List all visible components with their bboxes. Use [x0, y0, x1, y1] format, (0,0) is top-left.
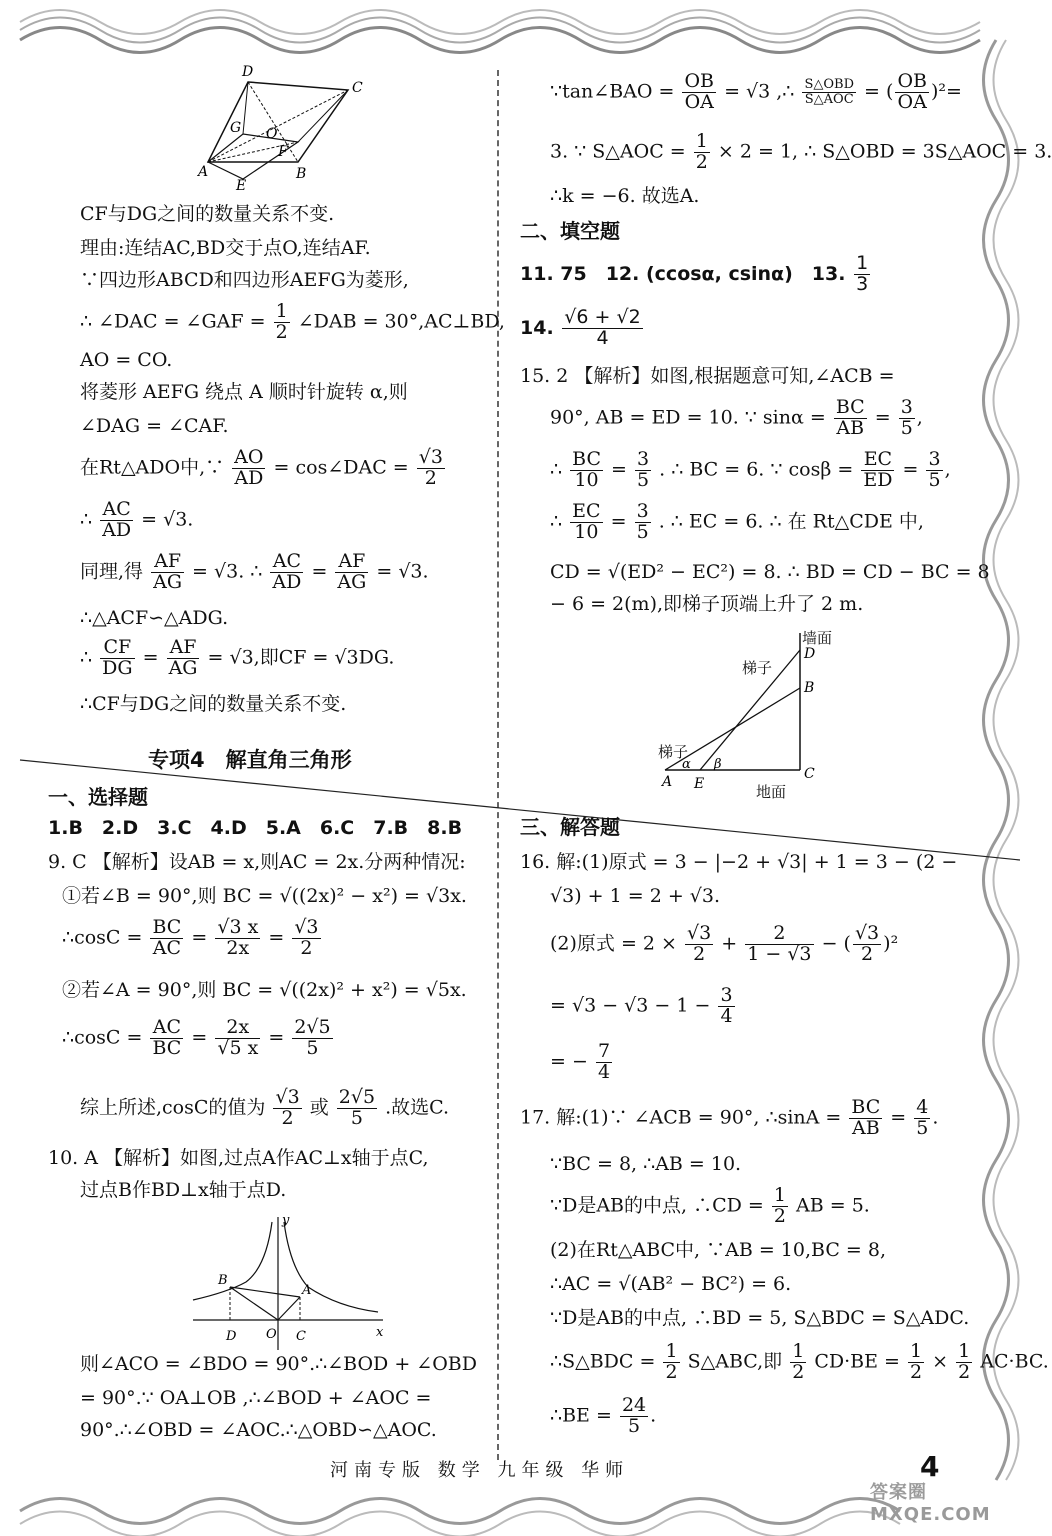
- numerator: AF: [335, 552, 368, 573]
- denominator: 5: [627, 1414, 641, 1437]
- svg-text:E: E: [694, 776, 705, 792]
- numerator: √3 x: [217, 916, 259, 938]
- answer-heading: 三、解答题: [520, 815, 620, 839]
- text-span: AC·BC.: [980, 1350, 1049, 1373]
- svg-text:C: C: [352, 80, 363, 96]
- q9-case2: ②若∠A = 90°,则 BC = √((2x)² + x²) = √5x.: [62, 979, 467, 1001]
- text-span: ∴cosC =: [62, 1026, 143, 1049]
- text-line: CF与DG之间的数量关系不变.: [80, 203, 335, 225]
- denominator: AG: [337, 570, 367, 593]
- fraction: [694, 132, 710, 173]
- fraction: [274, 302, 290, 343]
- equation-line: ∴cosC = $\frac{AC}{BC}$ = $\frac{2x}{√5 x}$ = $\frac{2√5}{5}$: [62, 1016, 331, 1059]
- numerator: 24: [621, 1394, 647, 1416]
- denominator: 5: [928, 468, 941, 491]
- text-span: = √3. ∴: [192, 560, 263, 583]
- fraction: [337, 1088, 377, 1129]
- denominator: OA: [897, 90, 927, 113]
- svg-text:F: F: [278, 144, 288, 160]
- text-span: =: [142, 646, 159, 669]
- numerator: AF: [151, 552, 184, 573]
- watermark-logo: 答案圈 MXQE.COM: [870, 1482, 991, 1525]
- svg-text:y: y: [282, 1213, 290, 1228]
- fraction: [417, 448, 445, 489]
- rhombus-figure: [198, 62, 418, 192]
- fraction: [834, 398, 867, 439]
- text-span: = √3 − √3 − 1 −: [550, 994, 711, 1017]
- text-span: = cos∠DAC =: [273, 456, 409, 479]
- fraction: [849, 1098, 882, 1139]
- denominator: 3: [856, 272, 869, 295]
- svg-text:A: A: [198, 164, 209, 180]
- fraction: [685, 924, 713, 965]
- fraction: [926, 450, 942, 491]
- svg-text:E: E: [236, 178, 247, 194]
- fraction: [620, 1396, 648, 1437]
- fraction: [790, 1342, 806, 1383]
- fraction: [335, 552, 368, 593]
- text-span: 综上所述,cosC的值为: [80, 1096, 266, 1119]
- svg-text:β: β: [714, 757, 722, 772]
- equation-line: ∴ $\frac{EC}{10}$ = $\frac{3}{5}$ . ∴ EC = 6. ∴ 在 Rt△CDE 中,: [550, 500, 924, 543]
- numerator: BC: [572, 448, 601, 470]
- text-span: = √3.: [376, 560, 429, 583]
- numerator: 2x: [215, 1018, 260, 1039]
- svg-text:C: C: [296, 1329, 306, 1344]
- denominator: 2: [281, 1106, 294, 1129]
- text-span: AB = 5.: [796, 1194, 870, 1217]
- text-span: 90°, AB = ED = 10. ∵ sinα =: [550, 406, 826, 429]
- fraction: [682, 72, 716, 113]
- svg-text:B: B: [296, 166, 307, 182]
- fraction: [853, 924, 881, 965]
- equation-line: [550, 1042, 614, 1083]
- denominator: 2: [695, 150, 708, 173]
- q17-line5: ∴AC = √(AB² − BC²) = 6.: [550, 1273, 792, 1295]
- q17-line4: (2)在Rt△ABC中, ∵AB = 10,BC = 8,: [550, 1239, 886, 1261]
- q10-head: 10. A 【解析】如图,过点A作AC⊥x轴于点C,: [48, 1147, 429, 1169]
- text-span: ∴cosC =: [62, 926, 143, 949]
- fraction: [215, 1018, 260, 1059]
- fraction: [956, 1342, 972, 1383]
- denominator: S△AOC: [804, 91, 854, 107]
- denominator: 2: [300, 936, 313, 959]
- numerator: √3: [687, 922, 712, 944]
- fraction: [167, 638, 200, 679]
- text-line: ∴k = −6. 故选A.: [550, 185, 700, 207]
- ground-label: 地面: [756, 783, 787, 801]
- text-span: . ∴ BC = 6. ∵ cosβ =: [659, 458, 854, 481]
- equation-line: [80, 1088, 449, 1129]
- numerator: 2: [745, 924, 813, 945]
- text-span: .故选C.: [385, 1096, 450, 1119]
- page-number: 4: [920, 1450, 940, 1483]
- fraction: [861, 450, 894, 491]
- denominator: 1 − √3: [747, 942, 812, 965]
- q16-line1: 16. 解:(1)原式 = 3 − |−2 + √3| + 1 = 3 − (2 −: [520, 851, 958, 873]
- denominator: 5: [350, 1106, 363, 1129]
- numerator: AC: [270, 552, 303, 573]
- choice-heading: 一、选择题: [48, 785, 148, 809]
- numerator: 1: [773, 1184, 786, 1206]
- numerator: AC: [150, 1018, 183, 1039]
- numerator: 1: [910, 1340, 923, 1362]
- denominator: 2: [861, 942, 874, 965]
- svg-text:B: B: [218, 1273, 228, 1288]
- denominator: 5: [637, 468, 650, 491]
- numerator: √3: [294, 916, 319, 938]
- fraction: [292, 1018, 332, 1059]
- text-span: ∴: [80, 508, 93, 531]
- q15-line6: − 6 = 2(m),即梯子顶端上升了 2 m.: [550, 593, 864, 615]
- fraction: [914, 1098, 930, 1139]
- numerator: 2√5: [338, 1086, 376, 1108]
- fraction: [635, 450, 651, 491]
- denominator: 2x: [226, 936, 250, 959]
- text-line: ∵四边形ABCD和四边形AEFG为菱形,: [80, 269, 409, 291]
- numerator: BC: [835, 396, 865, 418]
- fraction: [908, 1342, 924, 1383]
- denominator: ED: [863, 468, 893, 491]
- fraction: [292, 918, 320, 959]
- numerator: 1: [695, 130, 708, 152]
- svg-text:A: A: [302, 1283, 312, 1298]
- denominator: AG: [153, 570, 182, 593]
- footer-text: 河南专版 数学 九年级 华师: [330, 1460, 630, 1481]
- denominator: 2: [275, 320, 288, 343]
- numerator: BC: [851, 1096, 881, 1118]
- svg-text:x: x: [376, 1325, 384, 1340]
- q15-line1: 15. 2 【解析】如图,根据题意可知,∠ACB =: [520, 365, 895, 387]
- numerator: OB: [684, 70, 715, 92]
- equation-line: [80, 638, 394, 679]
- fraction: [100, 638, 134, 679]
- text-span: 同理,得: [80, 560, 144, 583]
- equation-line: [80, 552, 429, 593]
- numerator: 1: [958, 1340, 971, 1362]
- special-topic-title: 专项4 解直角三角形: [148, 748, 352, 772]
- denominator: AD: [234, 466, 264, 489]
- denominator: 2: [958, 1360, 971, 1383]
- equation-line: ∵tan∠BAO = $\frac{OB}{OA}$ = √3 ,∴ $\frac{\text{S△OBD}}{\text{S△AOC}}$ = ( $\frac{OB}{OA}$ )²=: [550, 70, 962, 113]
- fraction: [663, 1342, 679, 1383]
- text-line: ∴CF与DG之间的数量关系不变.: [80, 693, 347, 715]
- denominator: DG: [102, 656, 133, 679]
- text-span: (2)原式 = 2 ×: [550, 932, 677, 955]
- svg-text:C: C: [804, 766, 815, 782]
- fraction: [150, 918, 183, 959]
- numerator: CF: [100, 638, 134, 659]
- q16-line2: √3) + 1 = 2 + √3.: [550, 885, 721, 907]
- svg-text:B: B: [804, 680, 815, 696]
- denominator: AG: [168, 656, 198, 679]
- text-line: 将菱形 AEFG 绕点 A 顺时针旋转 α,则: [80, 381, 408, 403]
- text-span: CD·BE =: [814, 1350, 900, 1373]
- text-span: S△ABC,即: [687, 1350, 783, 1373]
- fraction: [772, 1186, 788, 1227]
- equation-line: 90°, AB = ED = 10. ∵ sinα = $\frac{BC}{AB}$ = $\frac{3}{5}$ ,: [550, 396, 923, 439]
- denominator: 2: [773, 1204, 786, 1227]
- text-span: 或: [309, 1096, 329, 1119]
- equation-line: [80, 500, 193, 541]
- numerator: OB: [897, 70, 927, 92]
- numerator: 1: [665, 1340, 678, 1362]
- q10-line3: 90°.∴∠OBD = ∠AOC.∴△OBD∽△AOC.: [80, 1419, 437, 1441]
- q17-line6: ∵D是AB的中点, ∴BD = 5, S△BDC = S△ADC.: [550, 1307, 970, 1329]
- numerator: S△OBD: [804, 77, 854, 93]
- numerator: 3: [637, 448, 650, 470]
- fraction: [100, 500, 133, 541]
- svg-text:G: G: [230, 120, 242, 136]
- q9-head: 9. C 【解析】设AB = x,则AC = 2x.分两种情况:: [48, 851, 466, 873]
- equation-line: ∴S△BDC = $\frac{1}{2}$ S△ABC,即 $\frac{1}{2}$ CD·BE = $\frac{1}{2}$ × $\frac{1}{2}$ AC·BC.: [550, 1340, 1049, 1383]
- denominator: 2: [424, 466, 437, 489]
- svg-text:A: A: [662, 774, 673, 790]
- equation-line: (2)原式 = 2 × $\frac{√3}{2}$ + $\frac{2}{1 - √3}$ − ( $\frac{√3}{2}$ )²: [550, 922, 899, 965]
- denominator: 10: [574, 468, 599, 491]
- text-span: ∴: [550, 458, 563, 481]
- fraction: [718, 986, 734, 1027]
- decorative-wavy-border-top: [0, 0, 1026, 60]
- text-span: = −: [550, 1050, 588, 1073]
- text-span: ∵tan∠BAO =: [550, 80, 675, 103]
- text-span: =: [311, 560, 328, 583]
- denominator: AD: [272, 570, 302, 593]
- equation-line: [80, 448, 447, 489]
- numerator: √3: [275, 1086, 300, 1108]
- denominator: 5: [916, 1116, 929, 1139]
- fraction: [215, 918, 260, 959]
- numerator: 1: [792, 1340, 805, 1362]
- equation-line: 17. 解:(1)∵ ∠ACB = 90°, ∴sinA = $\frac{BC}{AB}$ = $\frac{4}{5}$ .: [520, 1096, 939, 1139]
- numerator: AF: [167, 638, 200, 659]
- fraction: [854, 254, 870, 295]
- numerator: AO: [234, 446, 264, 468]
- fraction: [562, 308, 642, 349]
- numerator: √3: [854, 922, 880, 944]
- numerator: 3: [928, 448, 941, 470]
- text-span: 17. 解:(1)∵ ∠ACB = 90°, ∴sinA =: [520, 1106, 842, 1129]
- choice-answers: 1.B 2.D 3.C 4.D 5.A 6.C 7.B 8.B: [48, 817, 463, 839]
- svg-text:O: O: [266, 126, 278, 142]
- text-span: ∴: [80, 646, 93, 669]
- numerator: EC: [861, 450, 894, 471]
- numerator: 1: [275, 300, 288, 322]
- fraction: [570, 502, 602, 543]
- equation-line: ∴cosC = $\frac{BC}{AC}$ = $\frac{√3 x}{2x}$ = $\frac{√3}{2}$: [62, 916, 319, 959]
- svg-text:D: D: [242, 64, 254, 80]
- denominator: OA: [684, 90, 714, 113]
- denominator: 2: [792, 1360, 805, 1383]
- denominator: 4: [597, 1060, 611, 1083]
- denominator: AB: [851, 1116, 880, 1139]
- denominator: 2: [665, 1360, 678, 1383]
- numerator: 4: [916, 1096, 929, 1118]
- text-span: 11. 75 12. (ccosα, csinα) 13.: [520, 262, 846, 285]
- text-line: ∠DAG = ∠CAF.: [80, 415, 229, 437]
- text-span: ∵D是AB的中点, ∴CD =: [550, 1194, 764, 1217]
- numerator: EC: [572, 500, 601, 522]
- numerator: 7: [597, 1040, 611, 1062]
- denominator: AC: [152, 936, 182, 959]
- fraction: [899, 398, 915, 439]
- ladder-figure: [650, 628, 850, 798]
- equation-line: ∴ $\frac{BC}{10}$ = $\frac{3}{5}$ . ∴ BC = 6. ∵ cosβ = $\frac{EC}{ED}$ = $\frac{3}{5}$ ,: [550, 448, 951, 491]
- q10-head2: 过点B作BD⊥x轴于点D.: [80, 1179, 287, 1201]
- svg-text:D: D: [226, 1329, 237, 1344]
- svg-text:D: D: [804, 646, 816, 662]
- text-span: ∴BE =: [550, 1404, 612, 1427]
- numerator: AC: [100, 500, 133, 521]
- equation-line: [550, 986, 737, 1027]
- ladder-label-bottom: 梯子: [658, 743, 689, 761]
- denominator: AD: [102, 518, 132, 541]
- fill-heading: 二、填空题: [520, 219, 620, 243]
- numerator: √3: [418, 446, 443, 468]
- fraction: [635, 502, 651, 543]
- numerator: 2√5: [294, 1016, 331, 1038]
- fraction: [273, 1088, 301, 1129]
- denominator: 4: [596, 326, 609, 349]
- q17-line2: ∵BC = 8, ∴AB = 10.: [550, 1153, 742, 1175]
- equation-line: [550, 1186, 870, 1227]
- equation-line: [550, 132, 1052, 173]
- denominator: 4: [720, 1004, 733, 1027]
- text-span: = √3.: [141, 508, 194, 531]
- numerator: √6 + √2: [564, 306, 641, 328]
- numerator: 1: [856, 252, 869, 274]
- text-span: ∠DAB = 30°,AC⊥BD,: [297, 310, 505, 333]
- ladder-label-top: 梯子: [742, 659, 773, 677]
- wall-label: 墙面: [802, 629, 833, 647]
- text-span: ∴S△BDC =: [550, 1350, 656, 1373]
- text-span: = √3 ,∴: [724, 80, 795, 103]
- text-span: =: [864, 80, 880, 103]
- fraction: [745, 924, 813, 965]
- svg-text:α: α: [682, 757, 691, 772]
- numerator: 3: [720, 984, 733, 1006]
- svg-text:O: O: [266, 1327, 277, 1342]
- text-span: ∴ ∠DAC = ∠GAF =: [80, 310, 266, 333]
- text-line: AO = CO.: [80, 349, 173, 371]
- denominator: 2: [693, 942, 706, 965]
- equation-line: [520, 254, 872, 295]
- fraction: [570, 450, 603, 491]
- equation-line: ∴BE = $\frac{24}{5}$ .: [550, 1394, 657, 1437]
- text-line: ∴△ACF∽△ADG.: [80, 607, 229, 629]
- fraction: [895, 72, 929, 113]
- equation-line: [80, 302, 505, 343]
- denominator: 5: [636, 520, 649, 543]
- text-span: = √3,即CF = √3DG.: [207, 646, 395, 669]
- fraction: [802, 78, 856, 106]
- text-span: × 2 = 1, ∴ S△OBD = 3S△AOC = 3.: [717, 140, 1052, 163]
- fraction: [270, 552, 303, 593]
- denominator: 10: [574, 520, 599, 543]
- equation-line: [520, 308, 645, 349]
- q10-line2: = 90°.∵ OA⊥OB ,∴∠BOD + ∠AOC =: [80, 1387, 432, 1409]
- q10-line1: 则∠ACO = ∠BDO = 90°.∴∠BOD + ∠OBD: [80, 1353, 477, 1375]
- text-span: 在Rt△ADO中,∵: [80, 456, 225, 479]
- q9-case1: ①若∠B = 90°,则 BC = √((2x)² − x²) = √3x.: [62, 885, 467, 907]
- denominator: AB: [836, 416, 865, 439]
- text-span: . ∴ EC = 6. ∴ 在 Rt△CDE 中,: [658, 510, 924, 533]
- numerator: 3: [636, 500, 649, 522]
- numerator: 3: [900, 396, 913, 418]
- denominator: 5: [900, 416, 913, 439]
- hyperbola-figure: [188, 1212, 388, 1352]
- fraction: [151, 552, 184, 593]
- denominator: BC: [152, 1036, 182, 1059]
- text-span: 14.: [520, 316, 554, 339]
- text-line: 理由:连结AC,BD交于点O,连结AF.: [80, 237, 371, 259]
- fraction: [232, 448, 265, 489]
- fraction: [150, 1018, 183, 1059]
- q15-line5: CD = √(ED² − EC²) = 8. ∴ BD = CD − BC = 8: [550, 561, 990, 583]
- denominator: 2: [910, 1360, 923, 1383]
- denominator: √5 x: [217, 1036, 259, 1059]
- text-span: 3. ∵ S△AOC =: [550, 140, 686, 163]
- numerator: BC: [152, 916, 182, 938]
- text-span: ∴: [550, 510, 563, 533]
- fraction: [596, 1042, 612, 1083]
- denominator: 5: [306, 1036, 319, 1059]
